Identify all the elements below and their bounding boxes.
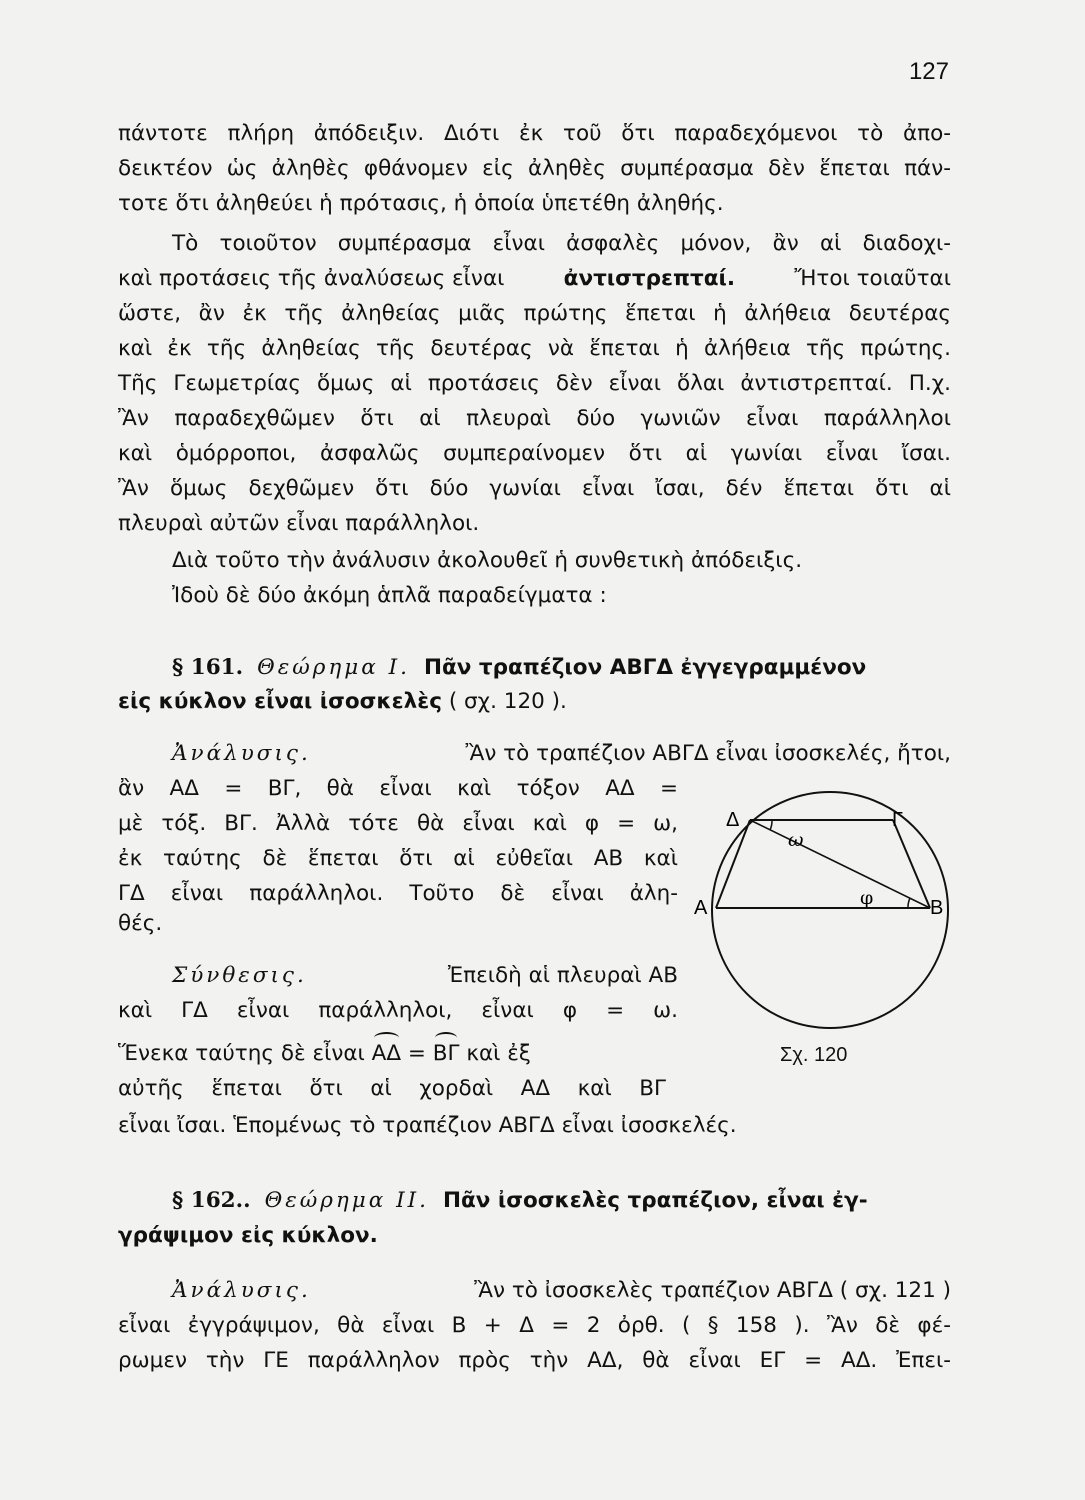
angle-omega-arc	[770, 820, 772, 830]
label-A: Α	[694, 897, 708, 919]
arc-notation: ΒΓ	[433, 1038, 460, 1070]
text-line: ἐκ ταύτης δὲ ἕπεται ὅτι αἱ εὐθεῖαι ΑΒ καὶ	[118, 846, 678, 871]
text-line: αὐτῆς ἕπεται ὅτι αἱ χορδαὶ ΑΔ καὶ ΒΓ	[118, 1076, 666, 1101]
arc-notation: ΑΔ	[372, 1038, 401, 1070]
text-line: καὶ ΓΔ εἶναι παράλληλοι, εἶναι φ = ω.	[118, 998, 678, 1023]
text-line: τοτε ὅτι ἀληθεύει ἡ πρότασις, ἡ ὁποία ὑπετέθη ἀληθής.	[118, 191, 724, 216]
text-line: ρωμεν τὴν ΓΕ παράλληλον πρὸς τὴν ΑΔ, θὰ εἶναι ΕΓ = ΑΔ. Ἐπει-	[118, 1348, 951, 1373]
text-span: καὶ ἐξ	[459, 1041, 531, 1066]
text-line: εἶναι ἴσαι. Ἑπομένως τὸ τραπέζιον ΑΒΓΔ εἶναι ἰσοσκελές.	[118, 1113, 737, 1138]
figure-120	[694, 790, 960, 1080]
synthesis-label: Σύνθεσις.	[172, 963, 307, 988]
section-heading-cont	[118, 686, 951, 718]
section-number: § 161.	[172, 655, 244, 680]
figure-caption: Σχ. 120	[780, 1044, 848, 1066]
theorem-label: Θεώρημα Ι.	[257, 655, 410, 680]
text-line	[118, 1038, 678, 1070]
page-number: 127	[908, 58, 949, 85]
text-line: ἂν ΑΔ = ΒΓ, θὰ εἶναι καὶ τόξον ΑΔ =	[118, 776, 678, 801]
angle-phi-arc	[908, 898, 910, 908]
theorem-title: Πᾶν ἰσοσκελὲς τραπέζιον, εἶναι ἐγ-	[442, 1188, 868, 1213]
text-line	[172, 738, 951, 770]
text-line	[172, 1275, 951, 1307]
text-line: Ἰδοὺ δὲ δύο ἀκόμη ἁπλᾶ παραδείγματα :	[172, 583, 607, 608]
text-line: Τὸ τοιοῦτον συμπέρασμα εἶναι ἀσφαλὲς μόνον, ἂν αἱ διαδοχι-	[172, 231, 951, 256]
figure-ref: ( σχ. 120 ).	[448, 689, 567, 714]
label-phi: φ	[860, 887, 874, 909]
text-line: ΓΔ εἶναι παράλληλοι. Τοῦτο δὲ εἶναι ἀλη-	[118, 881, 678, 906]
text-line: Διὰ τοῦτο τὴν ἀνάλυσιν ἀκολουθεῖ ἡ συνθετικὴ ἀπόδειξις.	[172, 548, 803, 573]
text-line: θές.	[118, 911, 163, 936]
text-line: πάντοτε πλήρη ἀπόδειξιν. Διότι ἐκ τοῦ ὅτι παραδεχόμενοι τὸ ἀπο-	[118, 121, 951, 146]
analysis-label: Ἀνάλυσις.	[172, 741, 311, 766]
label-B: Β	[930, 897, 944, 919]
text-line: μὲ τόξ. ΒΓ. Ἀλλὰ τότε θὰ εἶναι καὶ φ = ω,	[118, 811, 678, 836]
text-line	[118, 263, 951, 295]
text-line: εἶναι ἐγγράψιμον, θὰ εἶναι Β + Δ = 2 ὀρθ. ( § 158 ). Ἂν δὲ φέ-	[118, 1313, 951, 1338]
label-D: Δ	[726, 809, 740, 831]
side-BG	[893, 820, 930, 908]
theorem-label: Θεώρημα ΙΙ.	[264, 1188, 429, 1213]
text-span: Ἂν τὸ τραπέζιον ΑΒΓΔ εἶναι ἰσοσκελές, ἤτοι,	[465, 741, 951, 766]
text-span: Ἤτοι τοιαῦται	[794, 266, 951, 291]
text-line: καὶ ἐκ τῆς ἀληθείας τῆς δευτέρας νὰ ἕπεται ἡ ἀλήθεια τῆς πρώτης.	[118, 336, 951, 361]
theorem-title: εἰς κύκλον εἶναι ἰσοσκελὲς	[118, 689, 442, 714]
text-line: Ἂν παραδεχθῶμεν ὅτι αἱ πλευραὶ δύο γωνιῶν εἶναι παράλληλοι	[118, 406, 951, 431]
text-span: Ἐπειδὴ αἱ πλευραὶ ΑΒ	[447, 963, 678, 988]
text-line: δεικτέον ὡς ἀληθὲς φθάνομεν εἰς ἀληθὲς συμπέρασμα δὲν ἕπεται πάν-	[118, 156, 951, 181]
section-heading	[172, 1185, 951, 1217]
theorem-title: γράψιμον εἰς κύκλον.	[118, 1223, 378, 1248]
text-line: Τῆς Γεωμετρίας ὅμως αἱ προτάσεις δὲν εἶναι ὅλαι ἀντιστρεπταί. Π.χ.	[118, 371, 951, 396]
text-line: Ἂν ὅμως δεχθῶμεν ὅτι δύο γωνίαι εἶναι ἴσαι, δέν ἕπεται ὅτι αἱ	[118, 476, 951, 501]
label-G: Γ	[892, 809, 904, 831]
text-span: Ἕνεκα ταύτης δὲ εἶναι	[118, 1041, 372, 1066]
text-span: Ἂν τὸ ἰσοσκελὲς τραπέζιον ΑΒΓΔ ( σχ. 121 )	[474, 1278, 951, 1303]
analysis-label: Ἀνάλυσις.	[172, 1278, 311, 1303]
text-line: πλευραὶ αὐτῶν εἶναι παράλληλοι.	[118, 511, 480, 536]
text-span: =	[401, 1041, 433, 1066]
diagonal-DB	[750, 820, 930, 908]
text-line: ὥστε, ἂν ἐκ τῆς ἀληθείας μιᾶς πρώτης ἕπεται ἡ ἀλήθεια δευτέρας	[118, 301, 951, 326]
label-omega: ω	[788, 829, 804, 851]
section-number: § 162..	[172, 1188, 251, 1213]
text-line	[172, 960, 678, 992]
theorem-title: Πᾶν τραπέζιον ΑΒΓΔ ἐγγεγραμμένον	[423, 655, 867, 680]
trapezoid-in-circle-diagram	[694, 790, 960, 1080]
section-heading	[172, 652, 951, 684]
bold-term: ἀντιστρεπταί.	[563, 266, 736, 291]
text-line: καὶ ὁμόρροποι, ἀσφαλῶς συμπεραίνομεν ὅτι αἱ γωνίαι εἶναι ἴσαι.	[118, 441, 951, 466]
text-span: καὶ προτάσεις τῆς ἀναλύσεως εἶναι	[118, 266, 505, 291]
